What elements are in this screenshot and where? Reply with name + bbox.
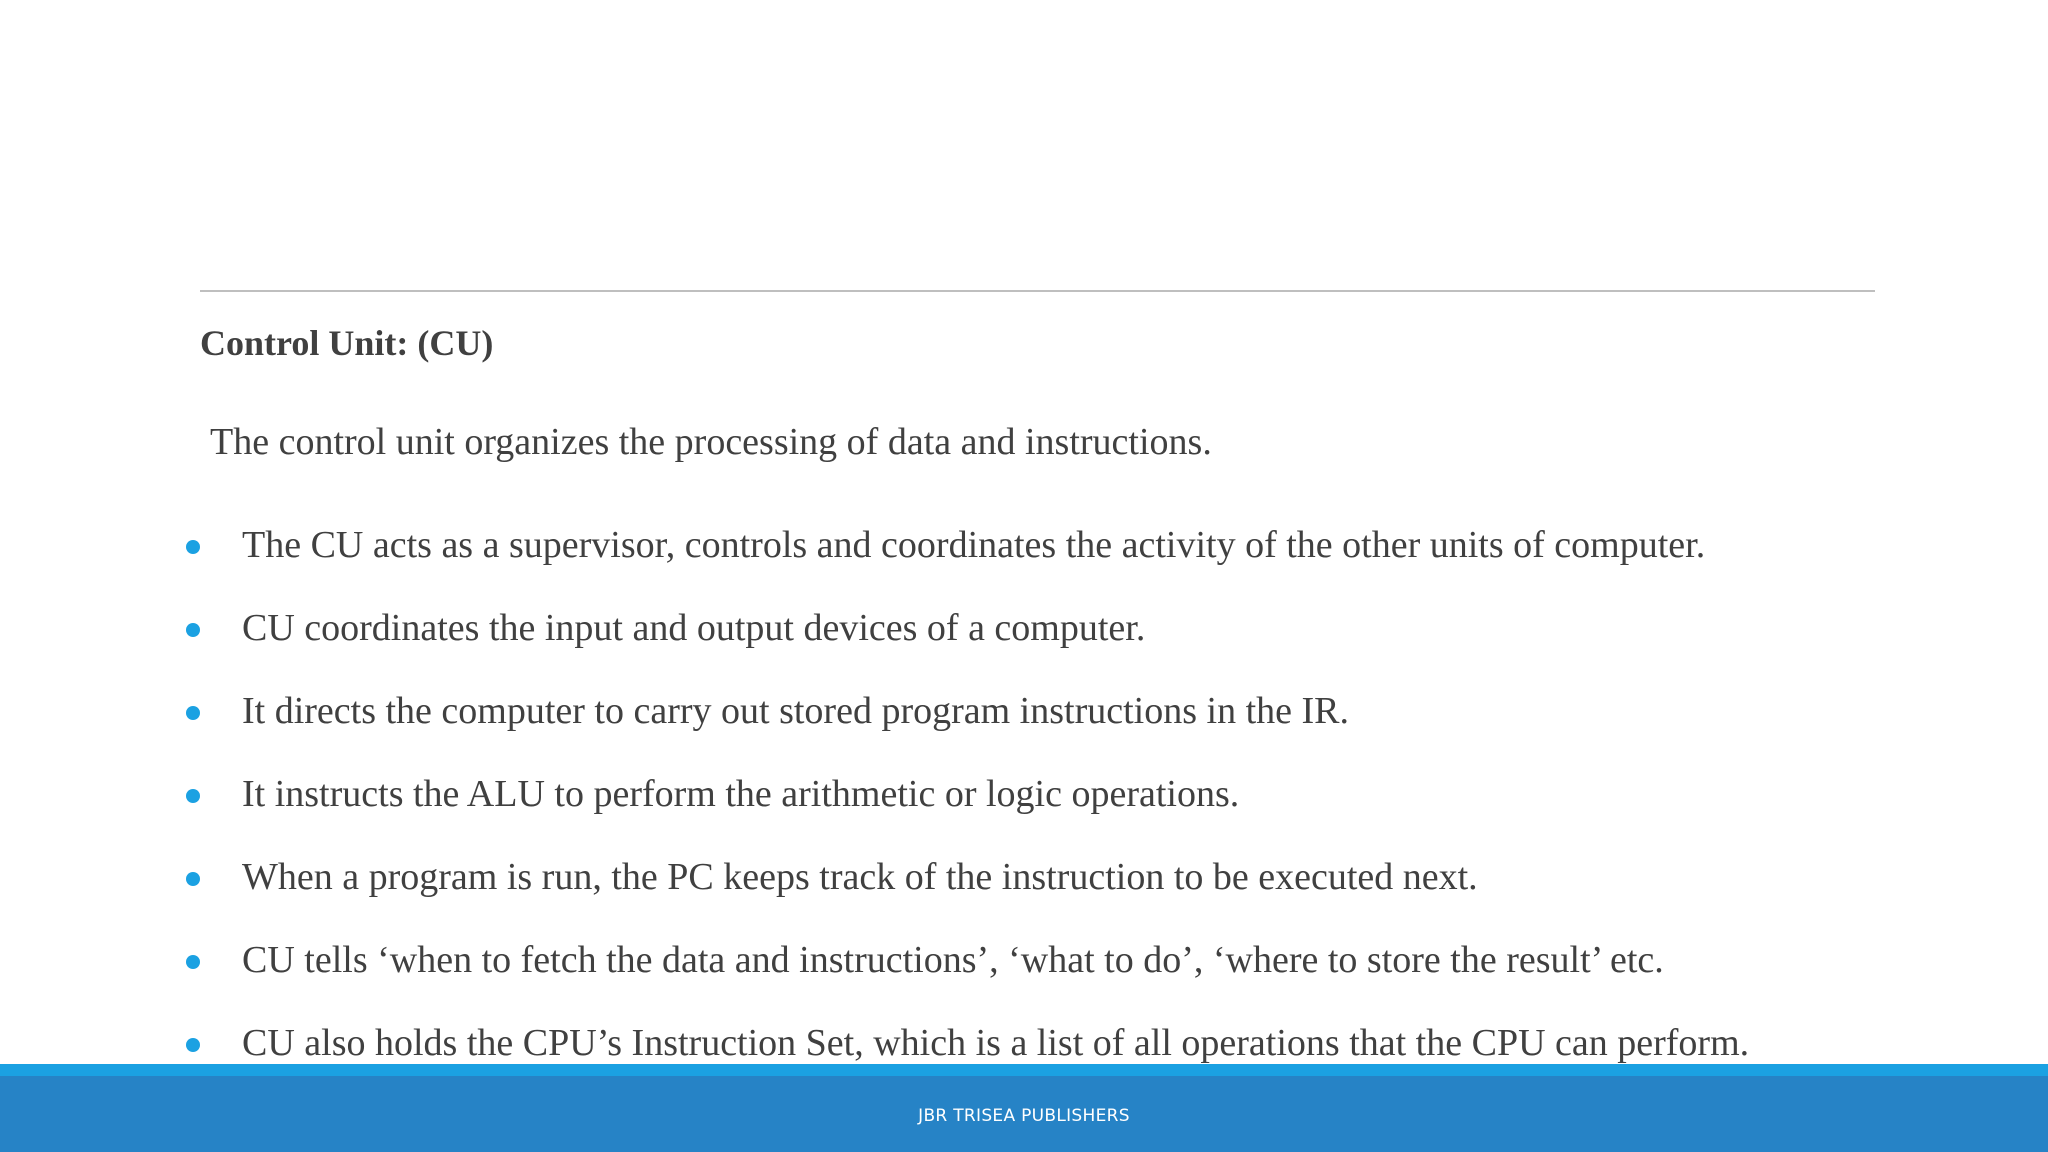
bullet-text: The CU acts as a supervisor, controls and coordinates the activity of the other units of computer.: [242, 524, 1706, 566]
bullet-text: CU tells ‘when to fetch the data and instructions’, ‘what to do’, ‘where to store the result’ etc.: [242, 939, 1664, 981]
footer-publisher: JBR TRISEA PUBLISHERS: [918, 1106, 1130, 1126]
section-heading: Control Unit: (CU): [200, 323, 494, 363]
bullet-text: CU coordinates the input and output devices of a computer.: [242, 607, 1146, 649]
bullet-text: CU also holds the CPU’s Instruction Set, which is a list of all operations that the CPU can perform.: [242, 1022, 1750, 1064]
bullet-dot-icon: [186, 789, 200, 803]
bullet-dot-icon: [186, 706, 200, 720]
bullet-text: When a program is run, the PC keeps track of the instruction to be executed next.: [242, 856, 1478, 898]
footer-accent-stripe: [0, 1064, 2048, 1076]
bullet-dot-icon: [186, 623, 200, 637]
bullet-dot-icon: [186, 1038, 200, 1052]
title-divider: [200, 290, 1875, 292]
bullet-dot-icon: [186, 540, 200, 554]
bullet-dot-icon: [186, 872, 200, 886]
bullet-text: It instructs the ALU to perform the arithmetic or logic operations.: [242, 773, 1240, 815]
bullet-dot-icon: [186, 955, 200, 969]
bullet-text: It directs the computer to carry out stored program instructions in the IR.: [242, 690, 1349, 732]
intro-text: The control unit organizes the processing of data and instructions.: [210, 421, 1212, 463]
